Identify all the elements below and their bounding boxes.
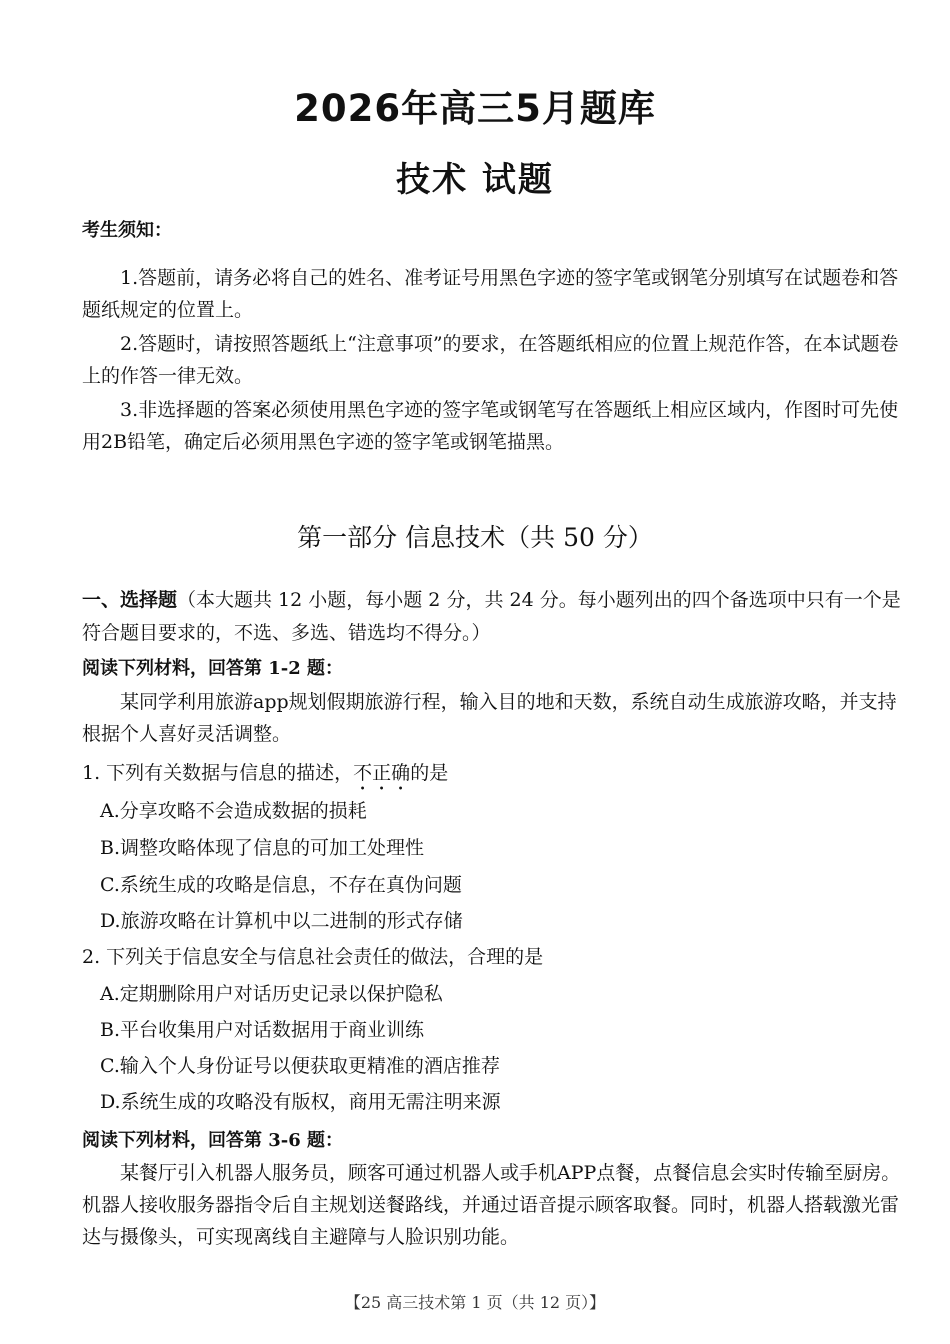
question-1-option-b: B.调整攻略体现了信息的可加工处理性 (100, 837, 425, 859)
question-2-stem: 2. 下列关于信息安全与信息社会责任的做法，合理的是 (82, 946, 544, 968)
notice-heading: 考生须知： (82, 220, 172, 241)
question-1-stem (82, 758, 448, 795)
material1-text: 某同学利用旅游app规划假期旅游行程，输入目的地和天数，系统自动生成旅游攻略，并支持根据个人喜好灵活调整。 (82, 691, 897, 745)
question-2-option-b: B.平台收集用户对话数据用于商业训练 (100, 1019, 425, 1041)
notice-item-1: 1.答题前，请务必将自己的姓名、准考证号用黑色字迹的签字笔或钢笔分别填写在试题卷和答题纸规定的位置上。 (82, 267, 899, 321)
material2-heading: 阅读下列材料，回答第 3-6 题： (82, 1130, 344, 1151)
part1-description: （本大题共 12 小题，每小题 2 分，共 24 分。每小题列出的四个备选项中只有一个是符合题目要求的，不选、多选、错选均不得分。） (82, 589, 901, 644)
question-1-option-c: C.系统生成的攻略是信息，不存在真伪问题 (100, 874, 462, 896)
page-subtitle: 技术 试题 (396, 160, 554, 200)
notice-item-2: 2.答题时，请按照答题纸上“注意事项”的要求，在答题纸相应的位置上规范作答，在本试题卷上的作答一律无效。 (82, 333, 899, 387)
question-1-option-a: A.分享攻略不会造成数据的损耗 (100, 800, 367, 822)
question-1-stem-prefix: 1. 下列有关数据与信息的描述， (82, 762, 354, 784)
page-footer: 【25 高三技术第 1 页（共 12 页）】 (344, 1293, 606, 1312)
question-1-stem-suffix: 的是 (410, 762, 449, 784)
notice-item-3: 3.非选择题的答案必须使用黑色字迹的签字笔或钢笔写在答题纸上相应区域内，作图时可先使用2B铅笔，确定后必须用黑色字迹的签字笔或钢笔描黑。 (82, 399, 899, 453)
material2-text: 某餐厅引入机器人服务员，顾客可通过机器人或手机APP点餐，点餐信息会实时传输至厨房。机器人接收服务器指令后自主规划送餐路线，并通过语音提示顾客取餐。同时，机器人搭载激光雷达与摄像头，可实现离线自主避障与人脸识别功能。 (82, 1162, 901, 1248)
question-2-option-d: D.系统生成的攻略没有版权，商用无需注明来源 (100, 1091, 501, 1113)
question-1-option-d: D.旅游攻略在计算机中以二进制的形式存储 (100, 910, 463, 932)
part1-intro (82, 584, 902, 650)
question-2-option-c: C.输入个人身份证号以便获取更精准的酒店推荐 (100, 1055, 500, 1077)
question-1-emphasis: 不正确 (353, 762, 411, 784)
question-2-option-a: A.定期删除用户对话历史记录以保护隐私 (100, 983, 443, 1005)
part1-label: 一、选择题 (82, 589, 178, 611)
page-title: 2026年高三5月题库 (294, 87, 656, 130)
material1-heading: 阅读下列材料，回答第 1-2 题： (82, 658, 344, 679)
section-title: 第一部分 信息技术（共 50 分） (297, 523, 653, 552)
